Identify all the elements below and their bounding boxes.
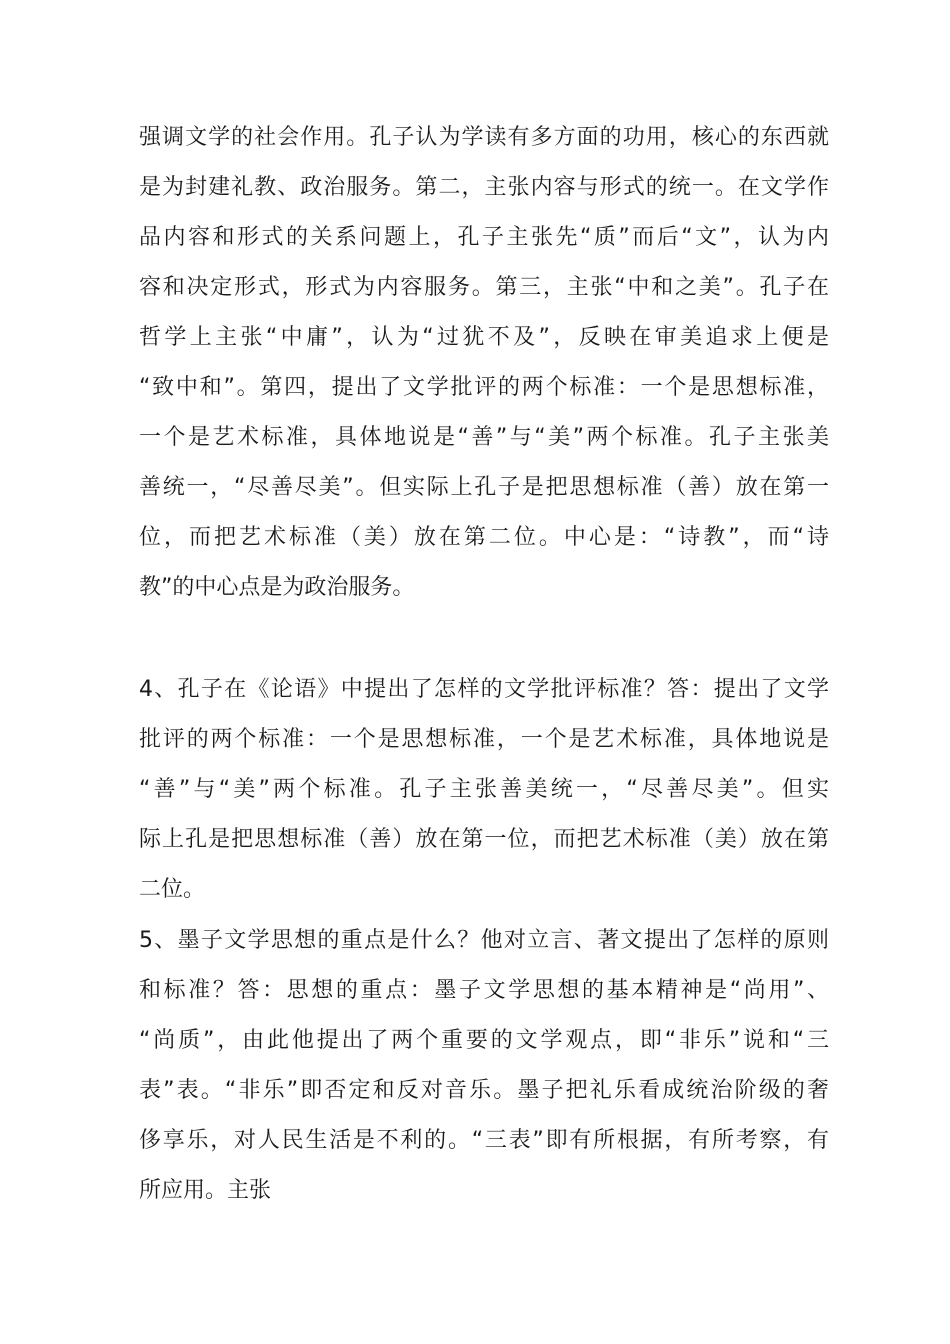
question-5-line: 表”表。“非乐”即否定和反对音乐。墨子把礼乐看成统治阶级的奢	[139, 1078, 829, 1103]
text-line: 容和决定形式，形式为内容服务。第三，主张“中和之美”。孔子在	[139, 275, 829, 300]
question-4-line: 批评的两个标准：一个是思想标准，一个是艺术标准，具体地说是	[139, 727, 829, 752]
question-4-line: “善”与“美”两个标准。孔子主张善美统一，“尽善尽美”。但实	[139, 777, 829, 802]
question-5-line: 5、墨子文学思想的重点是什么？他对立言、著文提出了怎样的原则	[139, 928, 829, 953]
question-5-line: “尚质”，由此他提出了两个重要的文学观点，即“非乐”说和“三	[139, 1028, 829, 1053]
text-line: “致中和”。第四，提出了文学批评的两个标准：一个是思想标准，	[139, 375, 829, 400]
question-4-line: 4、孔子在《论语》中提出了怎样的文学批评标准？答：提出了文学	[139, 677, 829, 702]
text-line: 一个是艺术标准，具体地说是“善”与“美”两个标准。孔子主张美	[139, 425, 829, 450]
text-line: 是为封建礼教、政治服务。第二，主张内容与形式的统一。在文学作	[139, 175, 829, 200]
text-line: 教”的中心点是为政治服务。	[139, 575, 415, 600]
question-4-line: 际上孔是把思想标准（善）放在第一位，而把艺术标准（美）放在第	[139, 827, 829, 852]
question-5-line: 所应用。主张	[139, 1178, 272, 1203]
question-4-line: 二位。	[139, 877, 206, 902]
text-line: 哲学上主张“中庸”，认为“过犹不及”，反映在审美追求上便是	[139, 325, 829, 350]
text-line: 善统一，“尽善尽美”。但实际上孔子是把思想标准（善）放在第一	[139, 475, 829, 500]
question-5-line: 和标准？答：思想的重点：墨子文学思想的基本精神是“尚用”、	[139, 978, 829, 1003]
text-line: 位，而把艺术标准（美）放在第二位。中心是：“诗教”，而“诗	[139, 525, 829, 550]
text-line: 强调文学的社会作用。孔子认为学读有多方面的功用，核心的东西就	[139, 125, 829, 150]
text-line: 品内容和形式的关系问题上，孔子主张先“质”而后“文”，认为内	[139, 225, 829, 250]
question-5-line: 侈享乐，对人民生活是不利的。“三表”即有所根据，有所考察，有	[139, 1128, 829, 1153]
